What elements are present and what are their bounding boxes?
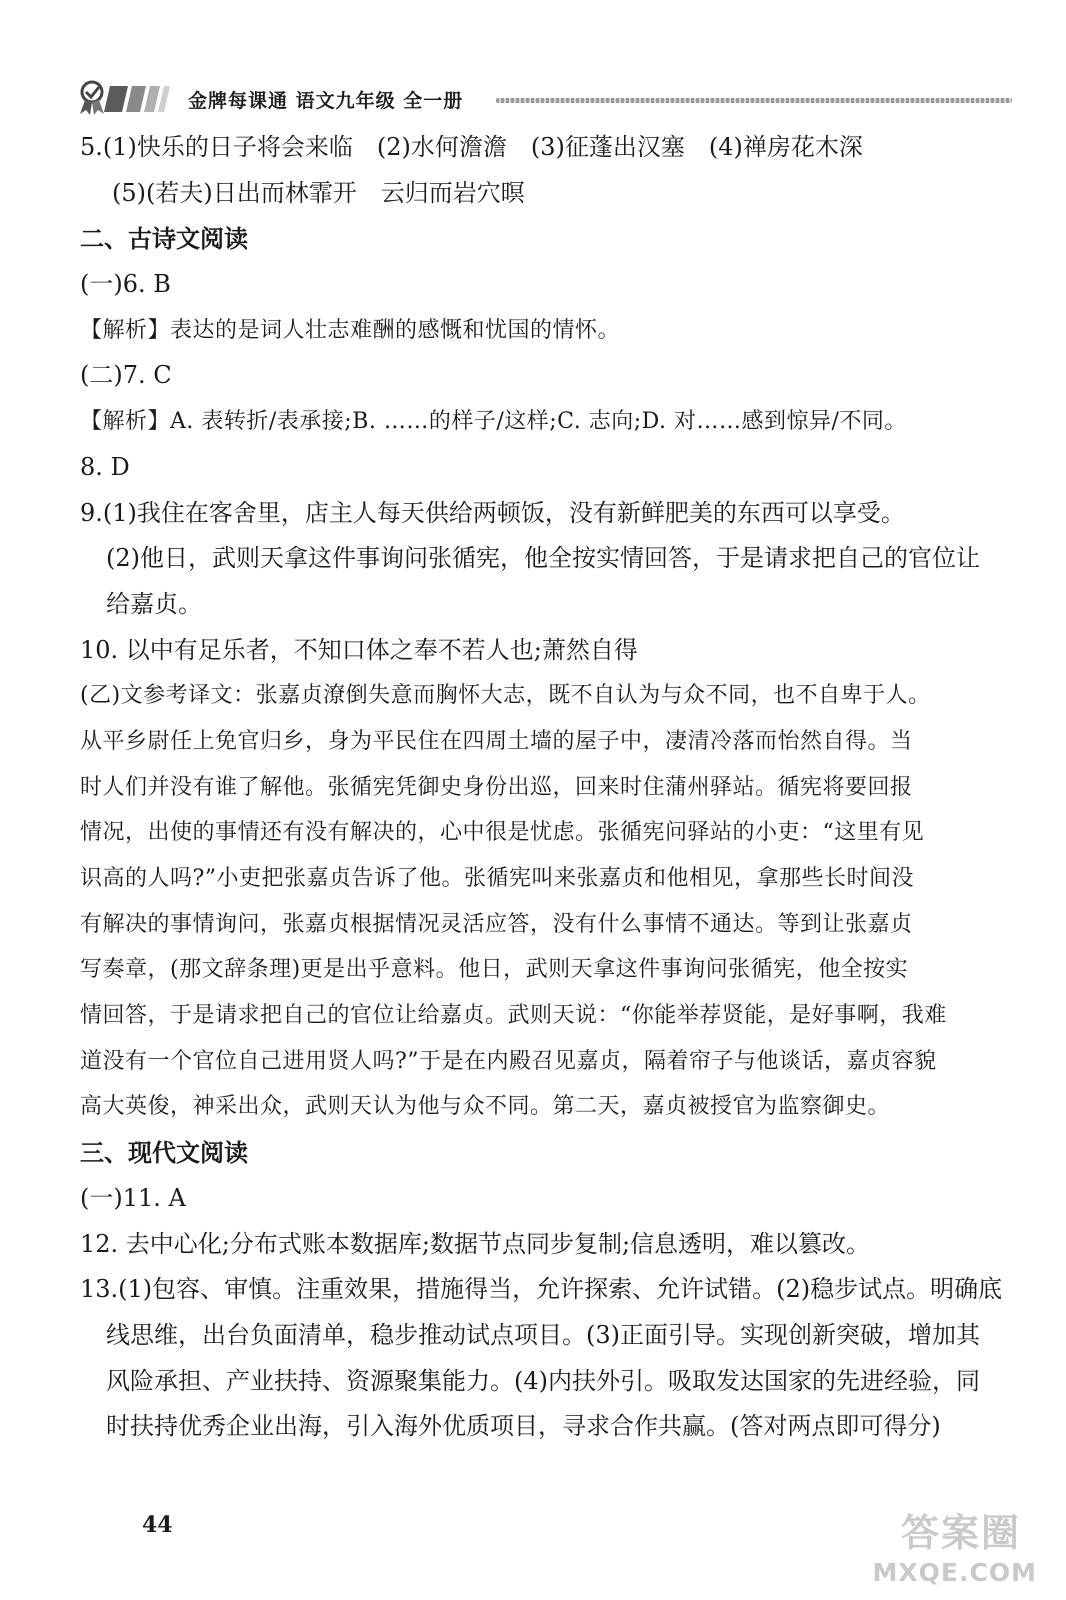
page-number: 44 (142, 1512, 173, 1538)
text-line: 8. D (80, 452, 130, 481)
header-divider (496, 98, 1012, 103)
text-line: 写奏章，(那文辞条理)更是出乎意料。他日，武则天拿这件事询问张循宪，他全按实 (80, 957, 909, 983)
text-line: 道没有一个官位自己进用贤人吗?”于是在内殿召见嘉贞，隔着帘子与他谈话，嘉贞容貌 (80, 1048, 937, 1074)
watermark (862, 1502, 1037, 1592)
text-line: 有解决的事情询问，张嘉贞根据情况灵活应答，没有什么事情不通达。等到让张嘉贞 (80, 911, 913, 937)
text-line: (二)7. C (80, 361, 172, 390)
text-line: 二、古诗文阅读 (80, 224, 248, 254)
text-line: 风险承担、产业扶持、资源聚集能力。(4)内扶外引。吸取发达国家的先进经验，同 (106, 1366, 980, 1395)
answer-content (80, 130, 1030, 1455)
text-line: 5.(1)快乐的日子将会来临 (2)水何澹澹 (3)征蓬出汉塞 (4)禅房花木深 (80, 133, 863, 161)
watermark-logo-text: 答案圈 (900, 1511, 1021, 1555)
text-line: (5)(若夫)日出而林霏开 云归而岩穴暝 (112, 178, 525, 207)
text-line: (2)他日，武则天拿这件事询问张循宪，他全按实情回答，于是请求把自己的官位让 (106, 544, 980, 573)
text-line: 情回答，于是请求把自己的官位让给嘉贞。武则天说：“你能举荐贤能，是好事啊，我难 (80, 1003, 947, 1029)
text-line: (一)6. B (80, 270, 171, 299)
text-line: 时人们并没有谁了解他。张循宪凭御史身份出巡，回来时住蒲州驿站。循宪将要回报 (80, 774, 913, 800)
text-line: (一)11. A (80, 1183, 186, 1212)
medal-logo-icon (72, 78, 182, 118)
text-line: 三、现代文阅读 (80, 1138, 248, 1168)
text-line: 高大英俊，神采出众，武则天认为他与众不同。第二天，嘉贞被授官为监察御史。 (80, 1094, 891, 1120)
text-line: 给嘉贞。 (106, 589, 202, 618)
text-line: 时扶持优秀企业出海，引入海外优质项目，寻求合作共赢。(答对两点即可得分) (106, 1412, 941, 1441)
text-line: 【解析】表达的是词人壮志难酬的感慨和忧国的情怀。 (80, 317, 621, 343)
text-line: 识高的人吗?”小吏把张嘉贞告诉了他。张循宪叫来张嘉贞和他相见，拿那些长时间没 (80, 866, 915, 891)
text-line: 情况，出使的事情还有没有解决的，心中很是忧虑。张循宪问驿站的小吏：“这里有见 (80, 820, 925, 846)
text-line: 从平乡尉任上免官归乡，身为平民住在四周土墙的屋子中，凄清冷落而怡然自得。当 (80, 728, 913, 754)
text-line: 13.(1)包容、审慎。注重效果，措施得当，允许探索、允许试错。(2)稳步试点。明确底 (80, 1275, 1003, 1304)
text-line: 10. 以中有足乐者，不知口体之奉不若人也;萧然自得 (80, 635, 638, 664)
text-line: (乙)文参考译文：张嘉贞潦倒失意而胸怀大志，既不自认为与众不同，也不自卑于人。 (80, 683, 931, 709)
page-header (72, 78, 1022, 120)
text-line: 9.(1)我住在客舍里，店主人每天供给两顿饭，没有新鲜肥美的东西可以享受。 (80, 498, 905, 527)
text-line: 【解析】A. 表转折/表承接;B. ……的样子/这样;C. 志向;D. 对……感到惊异/不同。 (80, 409, 907, 435)
text-line: 12. 去中心化;分布式账本数据库;数据节点同步复制;信息透明，难以篡改。 (80, 1229, 871, 1258)
text-line: 线思维，出台负面清单，稳步推动试点项目。(3)正面引导。实现创新突破，增加其 (106, 1320, 980, 1349)
header-title: 金牌每课通 语文九年级 全一册 (188, 90, 464, 112)
watermark-url: MXQE.COM (872, 1558, 1037, 1587)
